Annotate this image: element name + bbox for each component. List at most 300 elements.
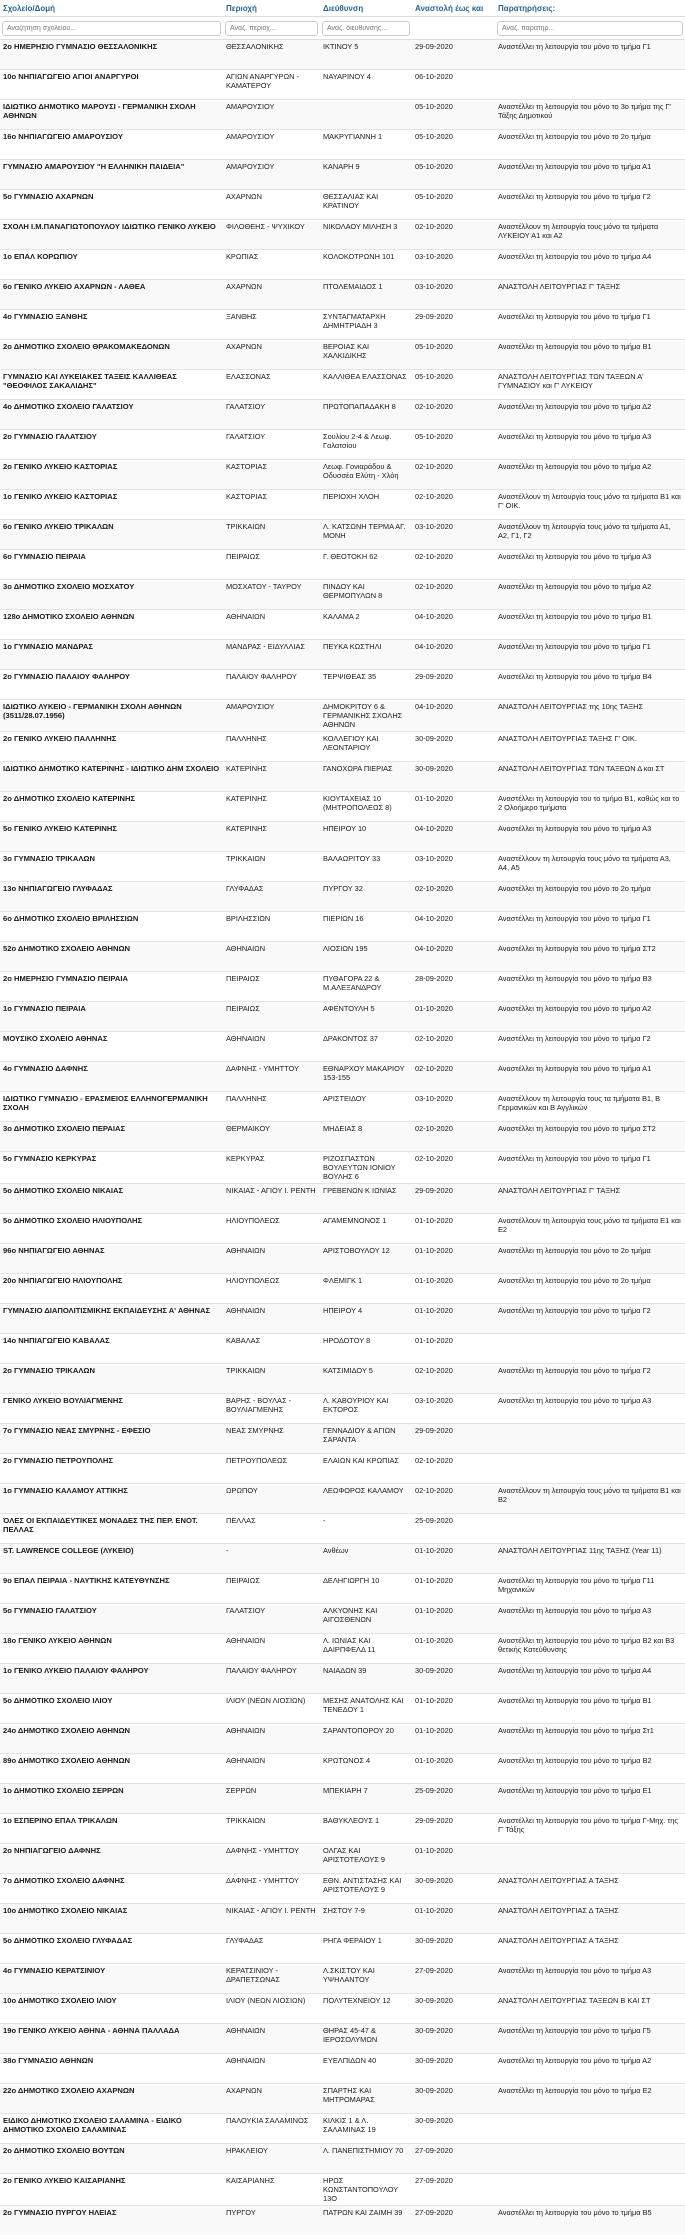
suspended-until-cell: 28-09-2020 — [412, 972, 495, 1002]
notes-cell — [495, 1514, 685, 1544]
address-cell: ΠΡΩΤΟΠΑΠΑΔΑΚΗ 8 — [320, 400, 412, 430]
region-cell: ΠΑΛΛΗΝΗΣ — [223, 732, 320, 762]
address-cell: ΚΙΛΚΙΣ 1 & Λ. ΣΑΛΑΜΙΝΑΣ 19 — [320, 2114, 412, 2144]
suspended-until-cell: 02-10-2020 — [412, 882, 495, 912]
table-row — [0, 1152, 685, 1184]
school-name-cell: 1ο ΔΗΜΟΤΙΚΟ ΣΧΟΛΕΙΟ ΣΕΡΡΩΝ — [0, 1784, 223, 1814]
notes-cell: Αναστέλλει τη λειτουργία του το τμήμα Β1, καθώς και το 2 Ολοήμερο τμήματα — [495, 792, 685, 822]
address-cell: ΚΡΩΤΩΝΟΣ 4 — [320, 1754, 412, 1784]
notes-cell: Αναστέλλει τη λειτουργία του μόνο το τμήμα Α3 — [495, 430, 685, 460]
table-row — [0, 1604, 685, 1634]
suspended-until-cell: 27-09-2020 — [412, 2144, 495, 2174]
table-row — [0, 1122, 685, 1152]
region-cell: ΩΡΩΠΟΥ — [223, 1484, 320, 1514]
school-name-cell: ΙΔΙΩΤΙΚΟ ΛΥΚΕΙΟ - ΓΕΡΜΑΝΙΚΗ ΣΧΟΛΗ ΑΘΗΝΩΝ (3511/28.07.1956) — [0, 700, 223, 732]
table-row — [0, 520, 685, 550]
region-cell: ΝΕΑΣ ΣΜΥΡΝΗΣ — [223, 1424, 320, 1454]
notes-cell: ΑΝΑΣΤΟΛΗ ΛΕΙΤΟΥΡΓΙΑΣ Δ ΤΑΞΗΣ — [495, 1904, 685, 1934]
region-cell: ΑΜΑΡΟΥΣΙΟΥ — [223, 100, 320, 130]
school-name-cell: 4ο ΓΥΜΝΑΣΙΟ ΔΑΦΝΗΣ — [0, 1062, 223, 1092]
notes-cell: Αναστέλλουν τη λειτουργία τους τα τμήματα Β1, Β Γερμανικών και Β Αγγλικών — [495, 1092, 685, 1122]
region-cell: ΑΧΑΡΝΩΝ — [223, 340, 320, 370]
address-cell: ΝΙΚΟΛΑΟΥ ΜΙΛΗΣΗ 3 — [320, 220, 412, 250]
school-name-cell: 4ο ΔΗΜΟΤΙΚΟ ΣΧΟΛΕΙΟ ΓΑΛΑΤΣΙΟΥ — [0, 400, 223, 430]
address-cell: ΓΡΕΒΕΝΩΝ Κ ΙΩΝΙΑΣ — [320, 1184, 412, 1214]
school-name-cell: 2ο ΓΕΝΙΚΟ ΛΥΚΕΙΟ ΠΑΛΛΗΝΗΣ — [0, 732, 223, 762]
address-cell: ΑΡΙΣΤΟΒΟΥΛΟΥ 12 — [320, 1244, 412, 1274]
region-cell: ΘΕΡΜΑΙΚΟΥ — [223, 1122, 320, 1152]
suspended-until-cell: 30-09-2020 — [412, 1664, 495, 1694]
notes-cell: Αναστέλλει τη λειτουργία του μόνο το τμήμα Α2 — [495, 460, 685, 490]
school-name-cell: 10ο ΔΗΜΟΤΙΚΟ ΣΧΟΛΕΙΟ ΝΙΚΑΙΑΣ — [0, 1904, 223, 1934]
school-name-cell: 5ο ΔΗΜΟΤΙΚΟ ΣΧΟΛΕΙΟ ΝΙΚΑΙΑΣ — [0, 1184, 223, 1214]
school-name-cell: ΓΥΜΝΑΣΙΟ ΔΙΑΠΟΛΙΤΙΣΜΙΚΗΣ ΕΚΠΑΙΔΕΥΣΗΣ Α' ΑΘΗΝΑΣ — [0, 1304, 223, 1334]
region-cell: ΑΘΗΝΑΙΩΝ — [223, 1244, 320, 1274]
school-name-cell: 2ο ΓΥΜΝΑΣΙΟ ΠΥΡΓΟΥ ΗΛΕΙΑΣ — [0, 2206, 223, 2236]
school-name-cell: 89ο ΔΗΜΟΤΙΚΟ ΣΧΟΛΕΙΟ ΑΘΗΝΩΝ — [0, 1754, 223, 1784]
table-row — [0, 640, 685, 670]
school-name-cell: 24ο ΔΗΜΟΤΙΚΟ ΣΧΟΛΕΙΟ ΑΘΗΝΩΝ — [0, 1724, 223, 1754]
region-cell: ΑΓΙΩΝ ΑΝΑΡΓΥΡΩΝ - ΚΑΜΑΤΕΡΟΥ — [223, 70, 320, 100]
table-row — [0, 1304, 685, 1334]
address-cell: ΠΑΤΡΩΝ ΚΑΙ ΖΑΙΜΗ 39 — [320, 2206, 412, 2236]
notes-cell — [495, 2174, 685, 2206]
region-cell: ΚΕΡΚΥΡΑΣ — [223, 1152, 320, 1184]
suspended-until-cell: 05-10-2020 — [412, 100, 495, 130]
address-cell: ΜΠΕΚΙΑΡΗ 7 — [320, 1784, 412, 1814]
suspended-until-cell: 02-10-2020 — [412, 400, 495, 430]
suspended-until-cell: 25-09-2020 — [412, 1514, 495, 1544]
region-cell: ΑΜΑΡΟΥΣΙΟΥ — [223, 160, 320, 190]
region-cell: ΚΕΡΑΤΣΙΝΙΟΥ - ΔΡΑΠΕΤΣΩΝΑΣ — [223, 1964, 320, 1994]
region-cell: ΠΕΙΡΑΙΩΣ — [223, 972, 320, 1002]
notes-cell: Αναστέλλει τη λειτουργία του μόνο το τμήμα Β1 — [495, 610, 685, 640]
region-cell: ΑΧΑΡΝΩΝ — [223, 2084, 320, 2114]
suspended-until-cell: 05-10-2020 — [412, 430, 495, 460]
filter-cell — [0, 17, 223, 40]
address-cell: ΟΛΓΑΣ ΚΑΙ ΑΡΙΣΤΟΤΕΛΟΥΣ 9 — [320, 1844, 412, 1874]
table-row — [0, 1664, 685, 1694]
school-name-cell: 5ο ΓΥΜΝΑΣΙΟ ΚΕΡΚΥΡΑΣ — [0, 1152, 223, 1184]
table-row — [0, 280, 685, 310]
address-cell: ΑΓΑΜΕΜΝΟΝΟΣ 1 — [320, 1214, 412, 1244]
table-row — [0, 40, 685, 70]
region-cell: ΤΡΙΚΚΑΙΩΝ — [223, 1814, 320, 1844]
suspended-until-cell: 01-10-2020 — [412, 1634, 495, 1664]
school-name-cell: 2ο ΗΜΕΡΗΣΙΟ ΓΥΜΝΑΣΙΟ ΠΕΙΡΑΙΑ — [0, 972, 223, 1002]
school-name-cell: ΣΧΟΛΗ Ι.Μ.ΠΑΝΑΓΙΩΤΟΠΟΥΛΟΥ ΙΔΙΩΤΙΚΟ ΓΕΝΙΚΟ ΛΥΚΕΙΟ — [0, 220, 223, 250]
address-cell: ΠΟΛΥΤΕΧΝΕΙΟΥ 12 — [320, 1994, 412, 2024]
notes-cell: Αναστέλλει τη λειτουργία του μόνο το τμήμα Γ2 — [495, 1032, 685, 1062]
region-cell: ΚΑΣΤΟΡΙΑΣ — [223, 490, 320, 520]
table-row — [0, 1844, 685, 1874]
address-cell: ΜΕΣΗΣ ΑΝΑΤΟΛΗΣ ΚΑΙ ΤΕΝΕΔΟΥ 1 — [320, 1694, 412, 1724]
suspended-until-cell: 01-10-2020 — [412, 792, 495, 822]
header-school[interactable]: Σχολείο/Δομή — [0, 0, 223, 17]
table-row — [0, 220, 685, 250]
notes-cell: Αναστέλλει τη λειτουργία του μόνο το 3ο τμήμα της Γ' Τάξης Δημοτικού — [495, 100, 685, 130]
suspended-until-cell: 27-09-2020 — [412, 2206, 495, 2236]
address-cell: ΔΗΜΟΚΡΙΤΟΥ 6 & ΓΕΡΜΑΝΙΚΗΣ ΣΧΟΛΗΣ ΑΘΗΝΩΝ — [320, 700, 412, 732]
suspended-until-cell: 01-10-2020 — [412, 1604, 495, 1634]
table-row — [0, 1274, 685, 1304]
notes-cell: Αναστέλλει τη λειτουργία του μόνο το τμήμα Γ1 — [495, 310, 685, 340]
address-cell: Λ.ΣΚΙΣΤΟΥ ΚΑΙ ΥΨΗΛΑΝΤΟΥ — [320, 1964, 412, 1994]
suspended-until-cell: 01-10-2020 — [412, 1304, 495, 1334]
table-row — [0, 1424, 685, 1454]
suspended-until-cell: 02-10-2020 — [412, 1484, 495, 1514]
school-name-cell: ΕΙΔΙΚΟ ΔΗΜΟΤΙΚΟ ΣΧΟΛΕΙΟ ΣΑΛΑΜΙΝΑ - ΕΙΔΙΚΟ ΔΗΜΟΤΙΚΟ ΣΧΟΛΕΙΟ ΣΑΛΑΜΙΝΑΣ — [0, 2114, 223, 2144]
table-row — [0, 1994, 685, 2024]
school-name-cell: 2ο ΔΗΜΟΤΙΚΟ ΣΧΟΛΕΙΟ ΘΡΑΚΟΜΑΚΕΔΟΝΩΝ — [0, 340, 223, 370]
notes-cell: Αναστέλλει τη λειτουργία του μόνο το τμήμα Γ5 — [495, 2024, 685, 2054]
region-cell: ΤΡΙΚΚΑΙΩΝ — [223, 520, 320, 550]
school-name-cell: 2ο ΓΕΝΙΚΟ ΛΥΚΕΙΟ ΚΑΙΣΑΡΙΑΝΗΣ — [0, 2174, 223, 2206]
school-name-cell: ΓΥΜΝΑΣΙΟ ΚΑΙ ΛΥΚΕΙΑΚΕΣ ΤΑΞΕΙΣ ΚΑΛΛΙΘΕΑΣ "ΘΕΟΦΙΛΟΣ ΣΑΚΑΛΙΔΗΣ" — [0, 370, 223, 400]
notes-cell: Αναστέλλει τη λειτουργία του μόνο το τμήμα Β1 — [495, 340, 685, 370]
school-name-cell: 128ο ΔΗΜΟΤΙΚΟ ΣΧΟΛΕΙΟ ΑΘΗΝΩΝ — [0, 610, 223, 640]
notes-cell: Αναστέλλει τη λειτουργία του μόνο το τμήμα Γ2 — [495, 1304, 685, 1334]
school-name-cell: 96ο ΝΗΠΙΑΓΩΓΕΙΟ ΑΘΗΝΑΣ — [0, 1244, 223, 1274]
address-cell: ΡΗΓΑ ΦΕΡΑΙΟΥ 1 — [320, 1934, 412, 1964]
region-cell: ΑΘΗΝΑΙΩΝ — [223, 1032, 320, 1062]
address-cell: ΚΑΝΑΡΗ 9 — [320, 160, 412, 190]
suspended-until-cell: 30-09-2020 — [412, 2084, 495, 2114]
suspended-until-cell: 29-09-2020 — [412, 1184, 495, 1214]
region-cell: ΤΡΙΚΚΑΙΩΝ — [223, 852, 320, 882]
suspended-until-cell: 02-10-2020 — [412, 220, 495, 250]
table-row — [0, 1214, 685, 1244]
school-name-cell: 1ο ΓΥΜΝΑΣΙΟ ΠΕΙΡΑΙΑ — [0, 1002, 223, 1032]
suspended-until-cell: 05-10-2020 — [412, 190, 495, 220]
school-name-cell: 1ο ΕΣΠΕΡΙΝΟ ΕΠΑΛ ΤΡΙΚΑΛΩΝ — [0, 1814, 223, 1844]
school-name-cell: 4ο ΓΥΜΝΑΣΙΟ ΚΕΡΑΤΣΙΝΙΟΥ — [0, 1964, 223, 1994]
region-cell: ΓΛΥΦΑΔΑΣ — [223, 1934, 320, 1964]
school-name-cell: 5ο ΔΗΜΟΤΙΚΟ ΣΧΟΛΕΙΟ ΙΛΙΟΥ — [0, 1694, 223, 1724]
region-cell: ΙΛΙΟΥ (ΝΕΩΝ ΛΙΟΣΙΩΝ) — [223, 1694, 320, 1724]
filter-row — [0, 17, 685, 40]
filter-cell — [412, 17, 495, 40]
table-row — [0, 2144, 685, 2174]
address-cell: ΠΙΝΔΟΥ ΚΑΙ ΘΕΡΜΟΠΥΛΩΝ 8 — [320, 580, 412, 610]
school-name-cell: 7ο ΔΗΜΟΤΙΚΟ ΣΧΟΛΕΙΟ ΔΑΦΝΗΣ — [0, 1874, 223, 1904]
header-address[interactable]: Διεύθυνση — [320, 0, 412, 17]
region-cell: ΓΑΛΑΤΣΙΟΥ — [223, 1604, 320, 1634]
table-row — [0, 250, 685, 280]
school-name-cell: 3ο ΔΗΜΟΤΙΚΟ ΣΧΟΛΕΙΟ ΜΟΣΧΑΤΟΥ — [0, 580, 223, 610]
address-cell: ΝΑΙΑΔΩΝ 39 — [320, 1664, 412, 1694]
suspended-until-cell: 06-10-2020 — [412, 70, 495, 100]
notes-search-input[interactable] — [497, 21, 683, 36]
suspended-until-cell: 01-10-2020 — [412, 1574, 495, 1604]
notes-cell: Αναστέλλει τη λειτουργία του μόνο το τμήμα Α2 — [495, 580, 685, 610]
suspended-until-cell: 30-09-2020 — [412, 732, 495, 762]
suspended-until-cell: 01-10-2020 — [412, 1274, 495, 1304]
table-row — [0, 732, 685, 762]
region-cell: ΚΑΙΣΑΡΙΑΝΗΣ — [223, 2174, 320, 2206]
notes-cell — [495, 2144, 685, 2174]
table-row — [0, 2114, 685, 2144]
suspended-until-cell: 02-10-2020 — [412, 1152, 495, 1184]
suspended-until-cell: 01-10-2020 — [412, 1244, 495, 1274]
table-row — [0, 310, 685, 340]
table-row — [0, 2084, 685, 2114]
suspended-until-cell: 30-09-2020 — [412, 1874, 495, 1904]
suspended-until-cell: 04-10-2020 — [412, 822, 495, 852]
suspended-until-cell: 01-10-2020 — [412, 1544, 495, 1574]
table-row — [0, 460, 685, 490]
suspended-until-cell: 04-10-2020 — [412, 640, 495, 670]
notes-cell: Αναστέλλει τη λειτουργία του μόνο το τμήμα Γ1 — [495, 912, 685, 942]
school-name-cell: 10ο ΔΗΜΟΤΙΚΟ ΣΧΟΛΕΙΟ ΙΛΙΟΥ — [0, 1994, 223, 2024]
address-cell: ΣΗΣΤΟΥ 7-9 — [320, 1904, 412, 1934]
region-cell: ΒΑΡΗΣ - ΒΟΥΛΑΣ - ΒΟΥΛΙΑΓΜΕΝΗΣ — [223, 1394, 320, 1424]
notes-cell: Αναστέλλει τη λειτουργία του μόνο το τμήμα Α3 — [495, 1964, 685, 1994]
notes-cell: ΑΝΑΣΤΟΛΗ ΛΕΙΤΟΥΡΓΙΑΣ ΤΩΝ ΤΑΞΕΩΝ Α' ΓΥΜΝΑΣΙΟΥ και Γ' ΛΥΚΕΙΟΥ — [495, 370, 685, 400]
notes-cell: Αναστέλλει τη λειτουργία του μόνο το τμήμα Α2 — [495, 2054, 685, 2084]
address-cell: ΓΑΝΟΧΩΡΑ ΠΙΕΡΙΑΣ — [320, 762, 412, 792]
notes-cell: Αναστέλλουν τη λειτουργία τους μόνο τα τμήματα Β1 και Β2 — [495, 1484, 685, 1514]
table-row — [0, 160, 685, 190]
suspended-until-cell: 03-10-2020 — [412, 280, 495, 310]
region-cell: ΔΑΦΝΗΣ - ΥΜΗΤΤΟΥ — [223, 1874, 320, 1904]
region-cell: ΑΘΗΝΑΙΩΝ — [223, 1304, 320, 1334]
table-row — [0, 2174, 685, 2206]
notes-cell: ΑΝΑΣΤΟΛΗ ΛΕΙΤΟΥΡΓΙΑΣ 11ης ΤΑΞΗΣ (Year 11) — [495, 1544, 685, 1574]
address-cell: ΣΠΑΡΤΗΣ ΚΑΙ ΜΗΤΡΟΜΑΡΑΣ — [320, 2084, 412, 2114]
suspended-until-cell: 05-10-2020 — [412, 370, 495, 400]
region-cell: ΣΕΡΡΩΝ — [223, 1784, 320, 1814]
header-suspended-until[interactable]: Αναστολή έως και — [412, 0, 495, 17]
address-cell: ΚΑΤΣΙΜΙΔΟΥ 5 — [320, 1364, 412, 1394]
region-cell: ΠΑΛΛΗΝΗΣ — [223, 1092, 320, 1122]
suspended-until-cell: 01-10-2020 — [412, 1694, 495, 1724]
address-cell: ΑΡΙΣΤΕΙΔΟΥ — [320, 1092, 412, 1122]
school-name-cell: 2ο ΔΗΜΟΤΙΚΟ ΣΧΟΛΕΙΟ ΚΑΤΕΡΙΝΗΣ — [0, 792, 223, 822]
notes-cell: Αναστέλλει τη λειτουργία του μόνο το τμήμα Γ1 — [495, 40, 685, 70]
address-cell: Λ. ΚΑΒΟΥΡΙΟΥ ΚΑΙ ΕΚΤΟΡΟΣ — [320, 1394, 412, 1424]
address-cell: ΚΙΟΥΤΑΧΕΙΑΣ 10 (ΜΗΤΡΟΠΟΛΕΩΣ 8) — [320, 792, 412, 822]
notes-cell: Αναστέλλει τη λειτουργία του μόνο το τμήμα Β4 — [495, 670, 685, 700]
address-cell: ΒΑΘΥΚΛΕΟΥΣ 1 — [320, 1814, 412, 1844]
address-cell: ΡΙΖΟΣΠΑΣΤΩΝ ΒΟΥΛΕΥΤΩΝ ΙΟΝΙΟΥ ΒΟΥΛΗΣ 6 — [320, 1152, 412, 1184]
table-row — [0, 852, 685, 882]
address-cell: ΗΠΕΙΡΟΥ 4 — [320, 1304, 412, 1334]
suspended-until-cell: 29-09-2020 — [412, 1814, 495, 1844]
school-name-cell: 2ο ΓΥΜΝΑΣΙΟ ΠΕΤΡΟΥΠΟΛΗΣ — [0, 1454, 223, 1484]
suspended-until-cell: 05-10-2020 — [412, 160, 495, 190]
region-search-input[interactable] — [225, 21, 318, 36]
address-cell: ΗΡΟΔΟΤΟΥ 8 — [320, 1334, 412, 1364]
notes-cell: Αναστέλλει τη λειτουργία του μόνο το τμήμα Β2 και Β3 θετικής Κατεύθυνσης — [495, 1634, 685, 1664]
table-row — [0, 1784, 685, 1814]
notes-cell: Αναστέλλει τη λειτουργία του μόνο το τμήμα Β2 — [495, 1754, 685, 1784]
notes-cell: Αναστέλλει τη λειτουργία του μόνο το τμήμα Α4 — [495, 1664, 685, 1694]
address-search-input[interactable] — [322, 21, 410, 36]
notes-cell: Αναστέλλουν τη λειτουργία τους μόνο τα τμήματα Β1 και Γ' ΟΙΚ. — [495, 490, 685, 520]
school-name-cell: 2ο ΗΜΕΡΗΣΙΟ ΓΥΜΝΑΣΙΟ ΘΕΣΣΑΛΟΝΙΚΗΣ — [0, 40, 223, 70]
address-cell: ΠΥΡΓΟΥ 32 — [320, 882, 412, 912]
address-cell: Λεωφ. Γονιαράδου & Οδυσσέα Ελύτη - Χλόη — [320, 460, 412, 490]
notes-cell: Αναστέλλει τη λειτουργία του μόνο το τμήμα Α3 — [495, 1394, 685, 1424]
table-row — [0, 190, 685, 220]
region-cell: ΑΘΗΝΑΙΩΝ — [223, 610, 320, 640]
suspended-until-cell: 02-10-2020 — [412, 460, 495, 490]
table-row — [0, 1394, 685, 1424]
region-cell: - — [223, 1544, 320, 1574]
suspended-until-cell: 04-10-2020 — [412, 942, 495, 972]
notes-cell — [495, 1844, 685, 1874]
school-name-cell: 5ο ΓΥΜΝΑΣΙΟ ΓΑΛΑΤΣΙΟΥ — [0, 1604, 223, 1634]
notes-cell: Αναστέλλει τη λειτουργία του μόνο το τμήμα Ε1 — [495, 1784, 685, 1814]
region-cell: ΑΘΗΝΑΙΩΝ — [223, 942, 320, 972]
table-row — [0, 1514, 685, 1544]
table-row — [0, 1062, 685, 1092]
header-notes[interactable]: Παρατηρήσεις: — [495, 0, 685, 17]
school-name-cell: 16ο ΝΗΠΙΑΓΩΓΕΙΟ ΑΜΑΡΟΥΣΙΟΥ — [0, 130, 223, 160]
region-cell: ΑΘΗΝΑΙΩΝ — [223, 2054, 320, 2084]
school-name-cell: 2ο ΓΥΜΝΑΣΙΟ ΠΑΛΑΙΟΥ ΦΑΛΗΡΟΥ — [0, 670, 223, 700]
notes-cell: Αναστέλλει τη λειτουργία του μόνο το τμήμα Α1 — [495, 160, 685, 190]
notes-cell: Αναστέλλουν τη λειτουργία τους μόνο τα τμήματα Α1, Α2, Γ1, Γ2 — [495, 520, 685, 550]
table-row — [0, 1454, 685, 1484]
address-cell — [320, 100, 412, 130]
notes-cell: Αναστέλλει τη λειτουργία του μόνο το τμήμα Α3 — [495, 550, 685, 580]
notes-cell — [495, 1454, 685, 1484]
school-name-cell: 4ο ΓΥΜΝΑΣΙΟ ΞΑΝΘΗΣ — [0, 310, 223, 340]
notes-cell: Αναστέλλει τη λειτουργία του μόνο το τμήμα Α4 — [495, 250, 685, 280]
region-cell: ΠΑΛΑΙΟΥ ΦΑΛΗΡΟΥ — [223, 670, 320, 700]
filter-cell — [320, 17, 412, 40]
address-cell: ΠΙΕΡΙΩΝ 16 — [320, 912, 412, 942]
region-cell: ΚΑΤΕΡΙΝΗΣ — [223, 822, 320, 852]
suspended-until-cell: 02-10-2020 — [412, 1122, 495, 1152]
region-cell: ΑΧΑΡΝΩΝ — [223, 190, 320, 220]
suspended-until-cell: 02-10-2020 — [412, 550, 495, 580]
school-name-cell: 1ο ΓΕΝΙΚΟ ΛΥΚΕΙΟ ΚΑΣΤΟΡΙΑΣ — [0, 490, 223, 520]
header-region[interactable]: Περιοχή — [223, 0, 320, 17]
table-row — [0, 700, 685, 732]
notes-cell: Αναστέλλει τη λειτουργία του μόνο το τμήμα Ε2 — [495, 2084, 685, 2114]
address-cell: ΑΛΚΥΟΝΗΣ ΚΑΙ ΑΙΓΟΣΘΕΝΩΝ — [320, 1604, 412, 1634]
address-cell: ΚΟΛΛΕΓΙΟΥ ΚΑΙ ΛΕΟΝΤΑΡΙΟΥ — [320, 732, 412, 762]
notes-cell: Αναστέλλουν τη λειτουργία τους μόνο τα τμήματα Ε1 και Ε2 — [495, 1214, 685, 1244]
table-row — [0, 130, 685, 160]
table-row — [0, 1544, 685, 1574]
suspended-until-cell: 05-10-2020 — [412, 340, 495, 370]
address-cell: Λ. ΠΑΝΕΠΙΣΤΗΜΙΟΥ 70 — [320, 2144, 412, 2174]
school-search-input[interactable] — [2, 21, 221, 36]
school-name-cell: 10ο ΝΗΠΙΑΓΩΓΕΙΟ ΑΓΙΟΙ ΑΝΑΡΓΥΡΟΙ — [0, 70, 223, 100]
region-cell: ΑΘΗΝΑΙΩΝ — [223, 1724, 320, 1754]
notes-cell: Αναστέλλει τη λειτουργία του μόνο το τμήμα Γ1 — [495, 1152, 685, 1184]
address-cell: ΗΠΕΙΡΟΥ 10 — [320, 822, 412, 852]
school-name-cell: 1ο ΓΥΜΝΑΣΙΟ ΜΑΝΔΡΑΣ — [0, 640, 223, 670]
table-row — [0, 1934, 685, 1964]
school-name-cell: 9ο ΕΠΑΛ ΠΕΙΡΑΙΑ - ΝΑΥΤΙΚΗΣ ΚΑΤΕΥΘΥΝΣΗΣ — [0, 1574, 223, 1604]
table-row — [0, 1092, 685, 1122]
region-cell: ΠΕΙΡΑΙΩΣ — [223, 1002, 320, 1032]
table-row — [0, 1574, 685, 1604]
school-name-cell: ΜΟΥΣΙΚΟ ΣΧΟΛΕΙΟ ΑΘΗΝΑΣ — [0, 1032, 223, 1062]
suspended-until-cell: 03-10-2020 — [412, 1092, 495, 1122]
address-cell: - — [320, 1514, 412, 1544]
region-cell: ΔΑΦΝΗΣ - ΥΜΗΤΤΟΥ — [223, 1844, 320, 1874]
suspended-until-cell: 05-10-2020 — [412, 130, 495, 160]
suspended-until-cell: 02-10-2020 — [412, 1454, 495, 1484]
school-name-cell: 20ο ΝΗΠΙΑΓΩΓΕΙΟ ΗΛΙΟΥΠΟΛΗΣ — [0, 1274, 223, 1304]
region-cell: ΑΧΑΡΝΩΝ — [223, 280, 320, 310]
address-cell: ΕΘΝΑΡΧΟΥ ΜΑΚΑΡΙΟΥ 153-155 — [320, 1062, 412, 1092]
table-row — [0, 1484, 685, 1514]
suspended-until-cell: 03-10-2020 — [412, 1394, 495, 1424]
suspended-until-cell: 02-10-2020 — [412, 490, 495, 520]
notes-cell: Αναστέλλει τη λειτουργία του μόνο το τμήμα ΣΤ2 — [495, 1122, 685, 1152]
table-row — [0, 1724, 685, 1754]
table-row — [0, 912, 685, 942]
school-name-cell: 5ο ΔΗΜΟΤΙΚΟ ΣΧΟΛΕΙΟ ΓΛΥΦΑΔΑΣ — [0, 1934, 223, 1964]
notes-cell: Αναστέλλει τη λειτουργία του μόνο το τμήμα ΣΤ2 — [495, 942, 685, 972]
region-cell: ΚΡΩΠΙΑΣ — [223, 250, 320, 280]
table-row — [0, 822, 685, 852]
region-cell: ΑΜΑΡΟΥΣΙΟΥ — [223, 130, 320, 160]
address-cell: ΠΕΥΚΑ ΚΩΣΤΗΛΙ — [320, 640, 412, 670]
region-cell: ΗΡΑΚΛΕΙΟΥ — [223, 2144, 320, 2174]
suspended-until-cell: 01-10-2020 — [412, 1002, 495, 1032]
school-name-cell: 6ο ΔΗΜΟΤΙΚΟ ΣΧΟΛΕΙΟ ΒΡΙΛΗΣΣΙΩΝ — [0, 912, 223, 942]
region-cell: ΚΑΒΑΛΑΣ — [223, 1334, 320, 1364]
region-cell: ΑΘΗΝΑΙΩΝ — [223, 1754, 320, 1784]
suspended-until-cell: 01-10-2020 — [412, 1844, 495, 1874]
school-name-cell: ST. LAWRENCE COLLEGE (ΛΥΚΕΙΟ) — [0, 1544, 223, 1574]
suspended-until-cell: 27-09-2020 — [412, 1964, 495, 1994]
notes-cell: Αναστέλλει τη λειτουργία του μόνο το τμήμα Β3 — [495, 972, 685, 1002]
notes-cell — [495, 70, 685, 100]
table-body — [0, 40, 685, 2236]
address-cell: ΔΕΛΗΓΙΩΡΓΗ 10 — [320, 1574, 412, 1604]
notes-cell: ΑΝΑΣΤΟΛΗ ΛΕΙΤΟΥΡΓΙΑΣ Γ' ΤΑΞΗΣ — [495, 280, 685, 310]
suspended-until-cell: 29-09-2020 — [412, 310, 495, 340]
address-cell: ΔΡΑΚΟΝΤΟΣ 37 — [320, 1032, 412, 1062]
table-row — [0, 670, 685, 700]
notes-cell: Αναστέλλει τη λειτουργία του μόνο το τμήμα Γ2 — [495, 190, 685, 220]
school-name-cell: 22ο ΔΗΜΟΤΙΚΟ ΣΧΟΛΕΙΟ ΑΧΑΡΝΩΝ — [0, 2084, 223, 2114]
address-cell: ΑΦΕΝΤΟΥΛΗ 5 — [320, 1002, 412, 1032]
school-name-cell: 7ο ΓΥΜΝΑΣΙΟ ΝΕΑΣ ΣΜΥΡΝΗΣ - ΕΦΕΣΙΟ — [0, 1424, 223, 1454]
table-row — [0, 1874, 685, 1904]
address-cell: Ανθέων — [320, 1544, 412, 1574]
suspended-until-cell: 29-09-2020 — [412, 1424, 495, 1454]
table-row — [0, 370, 685, 400]
region-cell: ΓΑΛΑΤΣΙΟΥ — [223, 430, 320, 460]
suspended-until-cell: 04-10-2020 — [412, 700, 495, 732]
table-row — [0, 762, 685, 792]
suspended-until-cell: 29-09-2020 — [412, 40, 495, 70]
notes-cell: Αναστέλλει τη λειτουργία του μόνο το 2ο τμήμα — [495, 1244, 685, 1274]
school-name-cell: ΙΔΙΩΤΙΚΟ ΔΗΜΟΤΙΚΟ ΜΑΡΟΥΣΙ - ΓΕΡΜΑΝΙΚΗ ΣΧΟΛΗ ΑΘΗΝΩΝ — [0, 100, 223, 130]
address-cell: ΛΕΩΦΟΡΟΣ ΚΑΛΑΜΟΥ — [320, 1484, 412, 1514]
school-name-cell: ΌΛΕΣ ΟΙ ΕΚΠΑΙΔΕΥΤΙΚΕΣ ΜΟΝΑΔΕΣ ΤΗΣ ΠΕΡ. ΕΝΟΤ. ΠΕΛΛΑΣ — [0, 1514, 223, 1544]
region-cell: ΠΕΙΡΑΙΩΣ — [223, 550, 320, 580]
notes-cell: Αναστέλλει τη λειτουργία του μόνο το τμήμα Γ11 Μηχανικών — [495, 1574, 685, 1604]
region-cell: ΑΘΗΝΑΙΩΝ — [223, 2024, 320, 2054]
address-cell: ΚΑΛΑΜΑ 2 — [320, 610, 412, 640]
suspended-until-cell: 30-09-2020 — [412, 2024, 495, 2054]
school-name-cell: 18ο ΓΕΝΙΚΟ ΛΥΚΕΙΟ ΑΘΗΝΩΝ — [0, 1634, 223, 1664]
address-cell: ΜΗΔΕΙΑΣ 8 — [320, 1122, 412, 1152]
table-row — [0, 882, 685, 912]
table-row — [0, 1364, 685, 1394]
